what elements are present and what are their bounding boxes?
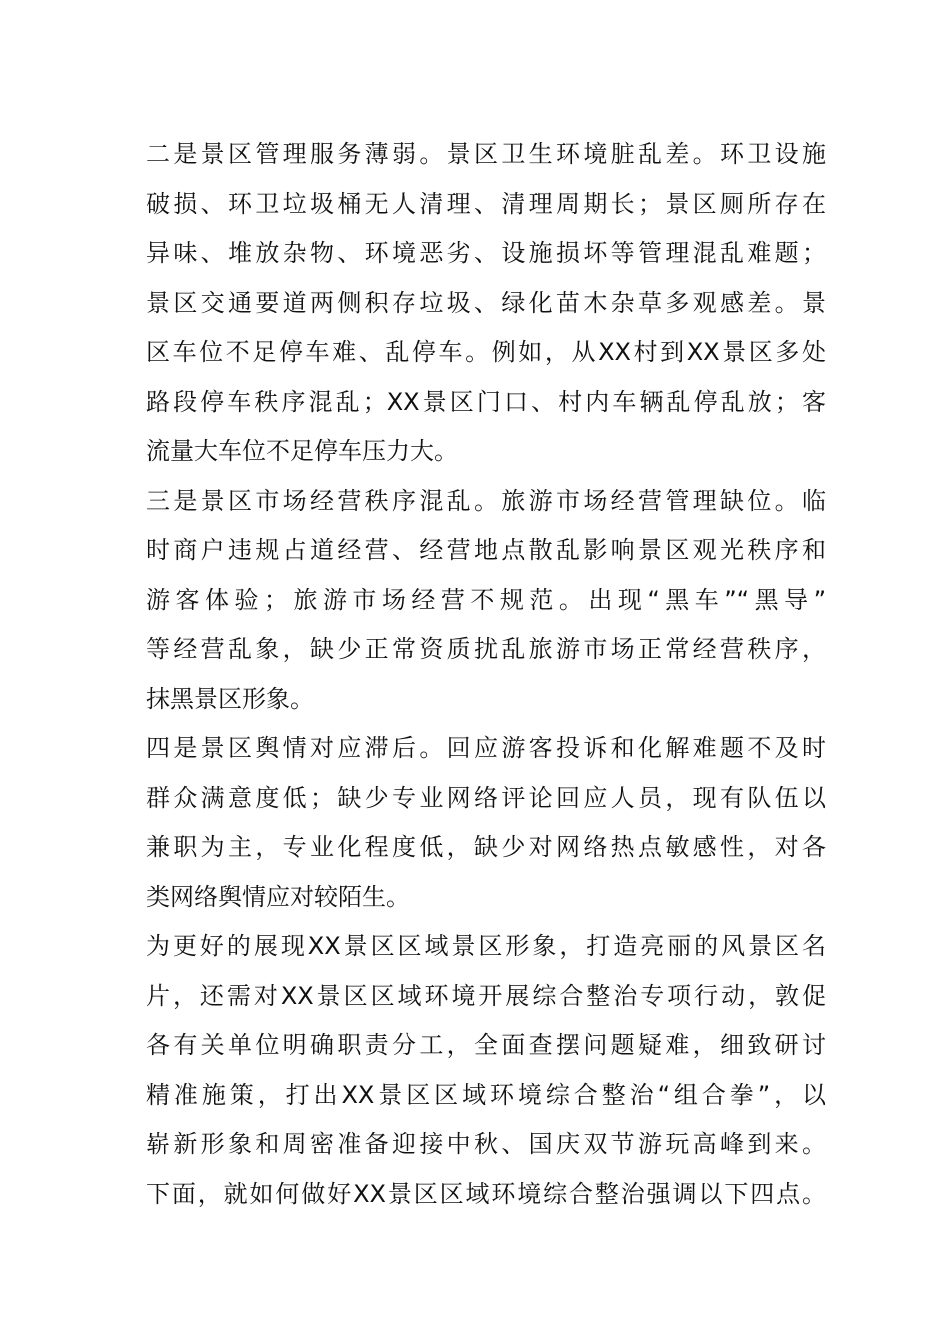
text-line: 区车位不足停车难、乱停车。例如，从XX村到XX景区多处 [146, 338, 826, 366]
text-line: 兼职为主，专业化程度低，缺少对网络热点敏感性，对各 [146, 833, 826, 861]
text-line: 等经营乱象，缺少正常资质扰乱旅游市场正常经营秩序， [146, 635, 826, 663]
text-line: 三是景区市场经营秩序混乱。旅游市场经营管理缺位。临 [146, 486, 826, 515]
text-line: 游客体验；旅游市场经营不规范。出现“黑车”“黑导” [146, 585, 826, 614]
text-line: 群众满意度低；缺少专业网络评论回应人员，现有队伍以 [146, 783, 826, 812]
text-line: 片，还需对XX景区区域环境开展综合整治专项行动，敦促 [146, 981, 826, 1010]
text-line: 景区交通要道两侧积存垃圾、绿化苗木杂草多观感差。景 [146, 288, 826, 317]
document-body [146, 130, 826, 1219]
text-line: 时商户违规占道经营、经营地点散乱影响景区观光秩序和 [146, 536, 826, 564]
text-line: 崭新形象和周密准备迎接中秋、国庆双节游玩高峰到来。 [146, 1130, 826, 1158]
text-line: 为更好的展现XX景区区域景区形象，打造亮丽的风景区名 [146, 932, 826, 960]
text-line: 类网络舆情应对较陌生。 [146, 882, 410, 911]
text-line: 下面，就如何做好XX景区区域环境综合整治强调以下四点。 [146, 1179, 826, 1208]
text-line: 破损、环卫垃圾桶无人清理、清理周期长；景区厕所存在 [146, 189, 826, 218]
text-line: 路段停车秩序混乱；XX景区门口、村内车辆乱停乱放；客 [146, 387, 826, 416]
text-line: 二是景区管理服务薄弱。景区卫生环境脏乱差。环卫设施 [146, 140, 826, 168]
text-line: 抹黑景区形象。 [146, 684, 314, 713]
text-line: 四是景区舆情对应滞后。回应游客投诉和化解难题不及时 [146, 734, 826, 762]
text-line: 异味、堆放杂物、环境恶劣、设施损坏等管理混乱难题； [146, 239, 826, 267]
text-line: 流量大车位不足停车压力大。 [146, 437, 458, 465]
text-line: 各有关单位明确职责分工，全面查摆问题疑难，细致研讨 [146, 1031, 826, 1059]
text-line: 精准施策，打出XX景区区域环境综合整治“组合拳”，以 [146, 1080, 826, 1109]
